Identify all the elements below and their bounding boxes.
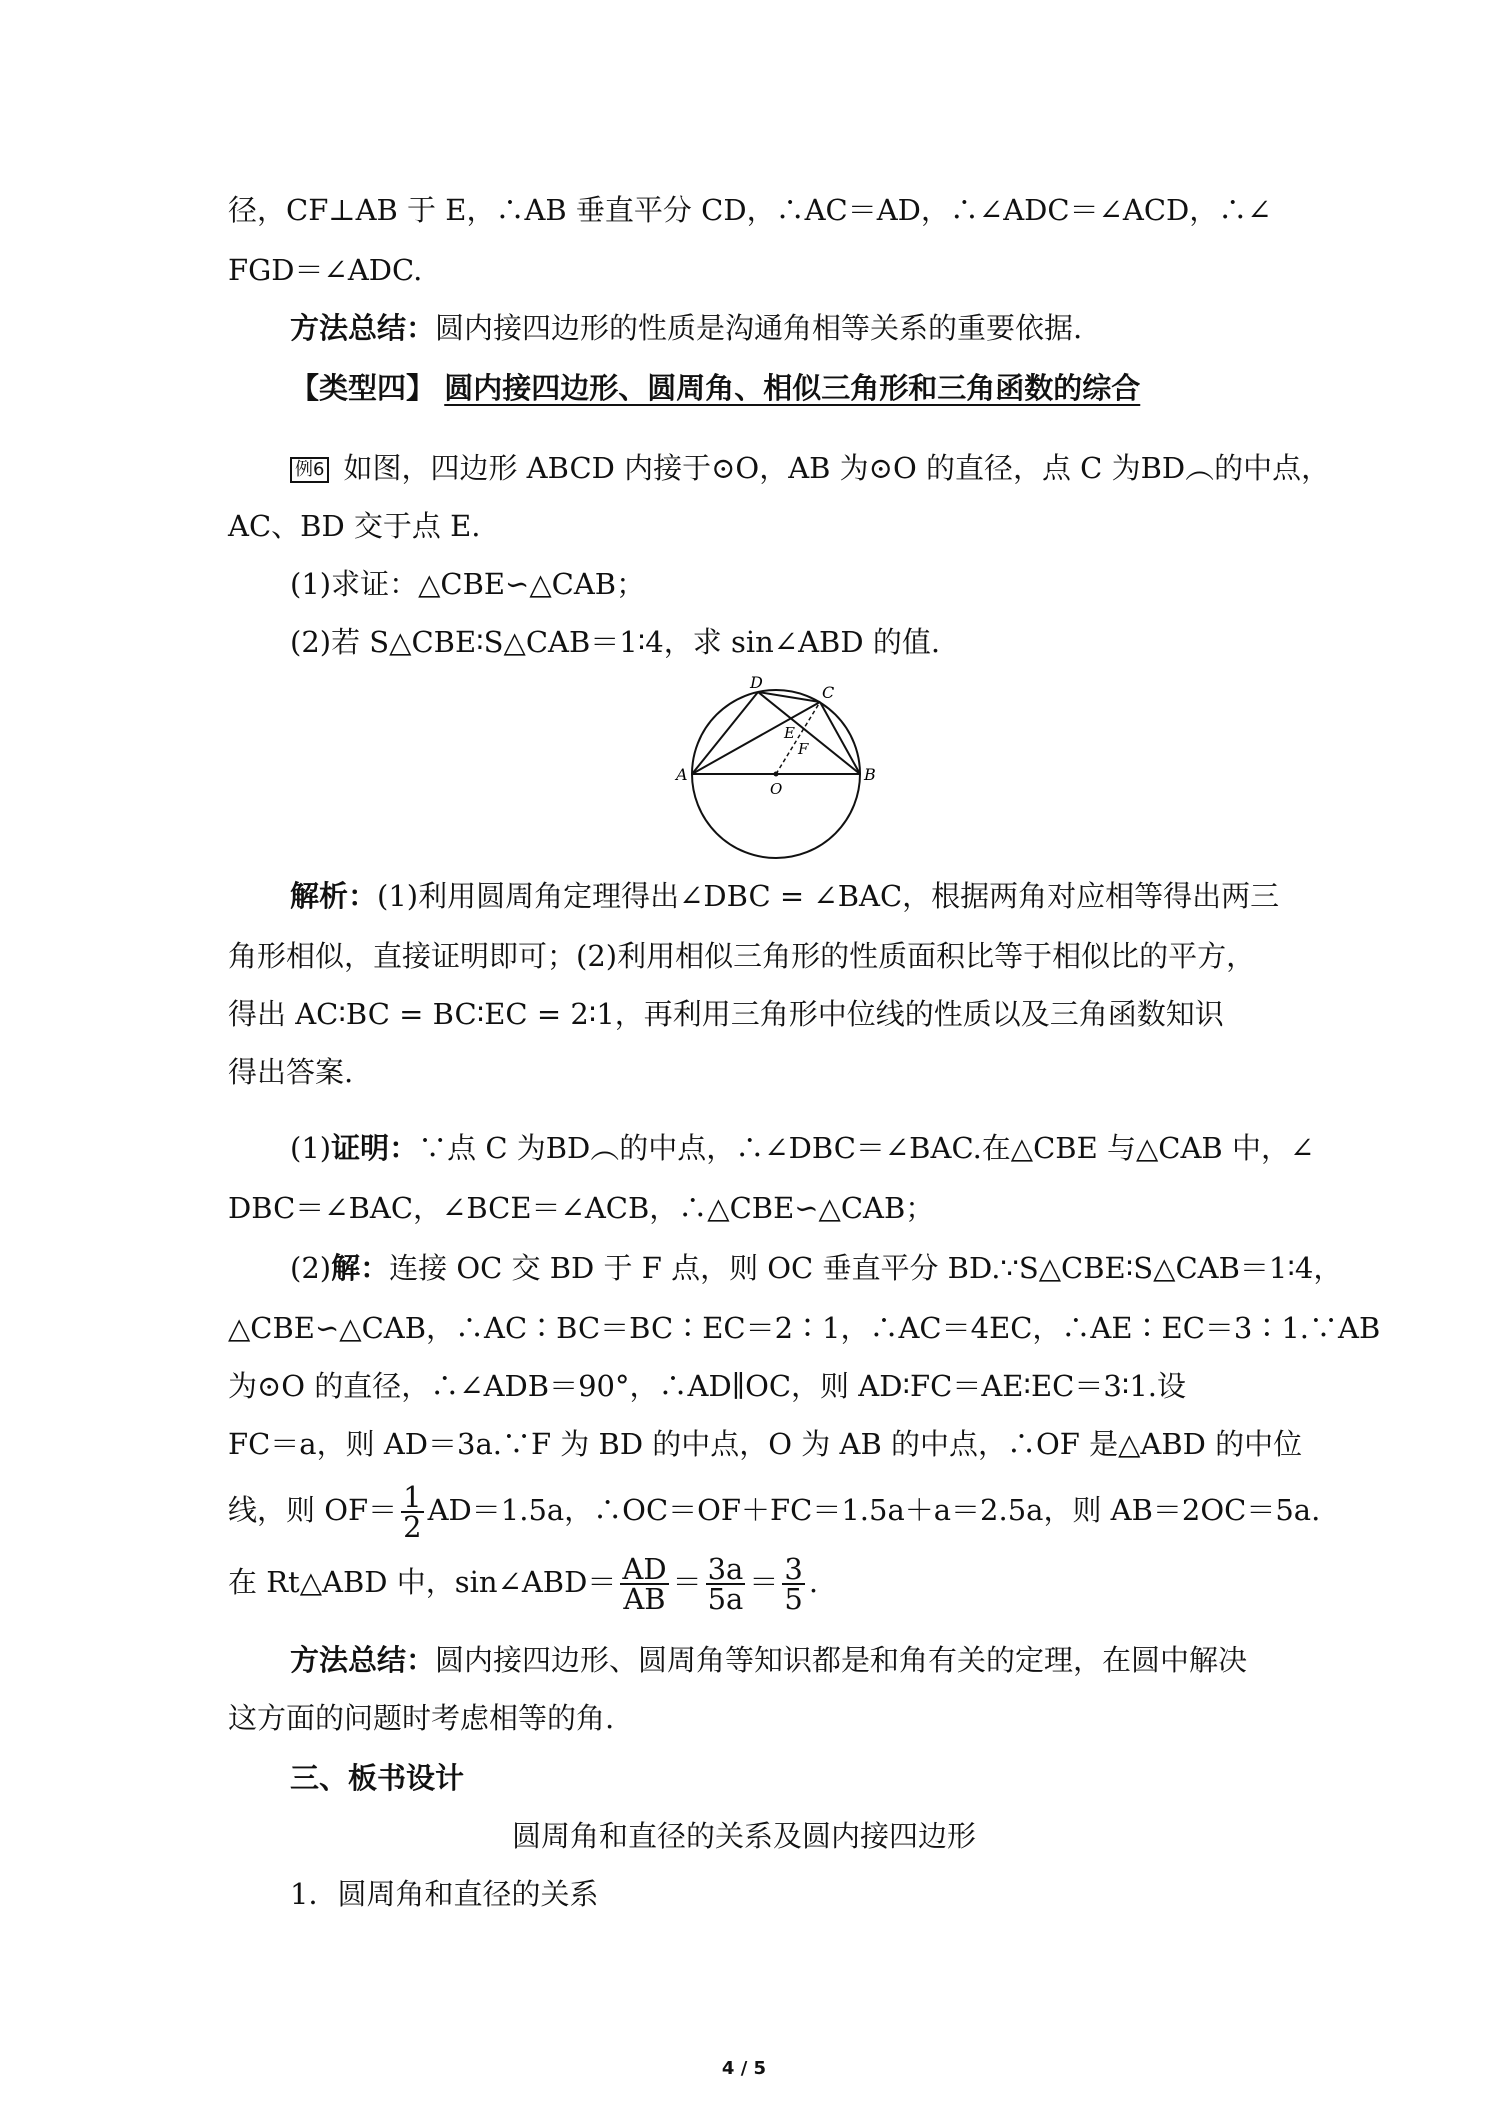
period: . xyxy=(808,1565,819,1599)
method-summary-text: 圆内接四边形的性质是沟通角相等关系的重要依据. xyxy=(435,311,1083,345)
text-line: △CBE∽△CAB，∴AC∶BC＝BC∶EC＝2∶1，∴AC＝4EC，∴AE∶EC＝3∶1.∵AB xyxy=(228,1311,1381,1345)
segment-cb xyxy=(820,702,860,774)
fraction-ad-ab xyxy=(620,1552,668,1616)
text-line: FGD＝∠ADC. xyxy=(228,253,423,287)
example-tag: 例6 xyxy=(290,457,329,483)
text-line: 这方面的问题时考虑相等的角. xyxy=(228,1701,615,1735)
fraction-denominator: 5a xyxy=(707,1582,744,1616)
analysis-text: (1)利用圆周角定理得出∠DBC = ∠BAC，根据两角对应相等得出两三 xyxy=(377,879,1280,913)
list-item: 1．圆周角和直径的关系 xyxy=(290,1877,599,1911)
text-line: DBC＝∠BAC，∠BCE＝∠ACB，∴△CBE∽△CAB； xyxy=(228,1191,935,1225)
analysis-label: 解析： xyxy=(290,879,378,913)
text-line: 为⊙O 的直径，∴∠ADB＝90°，∴AD∥OC，则 AD∶FC＝AE∶EC＝3∶1.设 xyxy=(228,1369,1187,1403)
text-line: 得出答案. xyxy=(228,1055,354,1089)
text-line: AC、BD 交于点 E. xyxy=(228,509,481,543)
label-c: C xyxy=(822,683,835,702)
text-line: FC＝a，则 AD＝3a.∵F 为 BD 的中点，O 为 AB 的中点，∴OF 是△ABD 的中位 xyxy=(228,1427,1303,1461)
board-title: 圆周角和直径的关系及圆内接四边形 xyxy=(511,1819,976,1853)
example-text: 如图，四边形 ABCD 内接于⊙O，AB 为⊙O 的直径，点 C 为BD︵的中点， xyxy=(343,451,1331,485)
fraction-half xyxy=(401,1480,423,1544)
fraction-3a-5a xyxy=(706,1552,746,1616)
method-summary-label: 方法总结： xyxy=(290,311,436,345)
solution-line xyxy=(290,1248,1343,1288)
label-a: A xyxy=(676,765,688,784)
segment-bd xyxy=(758,692,860,774)
solution-label: 解： xyxy=(331,1251,390,1285)
text-line: 得出 AC∶BC = BC∶EC = 2∶1，再利用三角形中位线的性质以及三角函数知识 xyxy=(228,997,1224,1031)
proof-label: 证明： xyxy=(331,1131,419,1165)
type-heading xyxy=(290,368,1263,408)
fraction-denominator: 2 xyxy=(403,1510,422,1544)
text-line: (1)求证：△CBE∽△CAB； xyxy=(290,567,646,601)
equals-sign: ＝ xyxy=(672,1565,702,1599)
solution-prefix: (2) xyxy=(290,1251,332,1285)
fraction-numerator: 3a xyxy=(707,1552,744,1586)
label-f: F xyxy=(798,740,809,758)
method-summary-text: 圆内接四边形、圆周角等知识都是和角有关的定理，在圆中解决 xyxy=(435,1643,1248,1677)
label-b: B xyxy=(864,765,876,784)
text-segment: 在 Rt△ABD 中，sin∠ABD＝ xyxy=(228,1565,617,1599)
proof-line xyxy=(290,1128,1315,1168)
text-line: 角形相似，直接证明即可；(2)利用相似三角形的性质面积比等于相似比的平方， xyxy=(228,939,1256,973)
method-summary xyxy=(290,308,1263,348)
equals-sign: ＝ xyxy=(749,1565,779,1599)
fraction-line xyxy=(228,1480,1321,1544)
label-d: D xyxy=(750,673,763,692)
label-e: E xyxy=(784,724,795,742)
page-number: 4 / 5 xyxy=(721,2058,767,2079)
segment-ac xyxy=(692,702,820,774)
label-o: O xyxy=(770,780,783,798)
analysis-line xyxy=(290,876,1280,916)
fraction-numerator: 1 xyxy=(403,1480,422,1514)
text-segment: 线，则 OF＝ xyxy=(228,1493,398,1527)
method-summary xyxy=(290,1640,1263,1680)
point-o xyxy=(774,772,779,777)
fraction-numerator: 3 xyxy=(784,1552,803,1586)
type-label: 【类型四】 xyxy=(290,371,436,405)
fraction-denominator: AB xyxy=(623,1582,666,1616)
fraction-numerator: AD xyxy=(622,1552,667,1586)
text-line: (2)若 S△CBE∶S△CAB＝1∶4，求 sin∠ABD 的值. xyxy=(290,625,941,659)
proof-text: ∵点 C 为BD︵的中点，∴∠DBC＝∠BAC.在△CBE 与△CAB 中，∠ xyxy=(418,1131,1315,1165)
method-summary-label: 方法总结： xyxy=(290,1643,436,1677)
circle-figure xyxy=(672,668,876,868)
fraction-line xyxy=(228,1552,1263,1616)
fraction-3-5 xyxy=(782,1552,804,1616)
solution-text: 连接 OC 交 BD 于 F 点，则 OC 垂直平分 BD.∵S△CBE∶S△CAB＝1∶4， xyxy=(389,1251,1343,1285)
proof-prefix: (1) xyxy=(290,1131,332,1165)
section-heading: 三、板书设计 xyxy=(290,1761,465,1795)
type-title: 圆内接四边形、圆周角、相似三角形和三角函数的综合 xyxy=(444,371,1141,405)
text-segment: AD＝1.5a，∴OC＝OF＋FC＝1.5a＋a＝2.5a，则 AB＝2OC＝5a. xyxy=(427,1493,1321,1527)
example-line xyxy=(290,448,1331,488)
text-line: 径，CF⊥AB 于 E，∴AB 垂直平分 CD，∴AC＝AD，∴∠ADC＝∠ACD，∴∠ xyxy=(228,193,1272,227)
fraction-denominator: 5 xyxy=(784,1582,803,1616)
